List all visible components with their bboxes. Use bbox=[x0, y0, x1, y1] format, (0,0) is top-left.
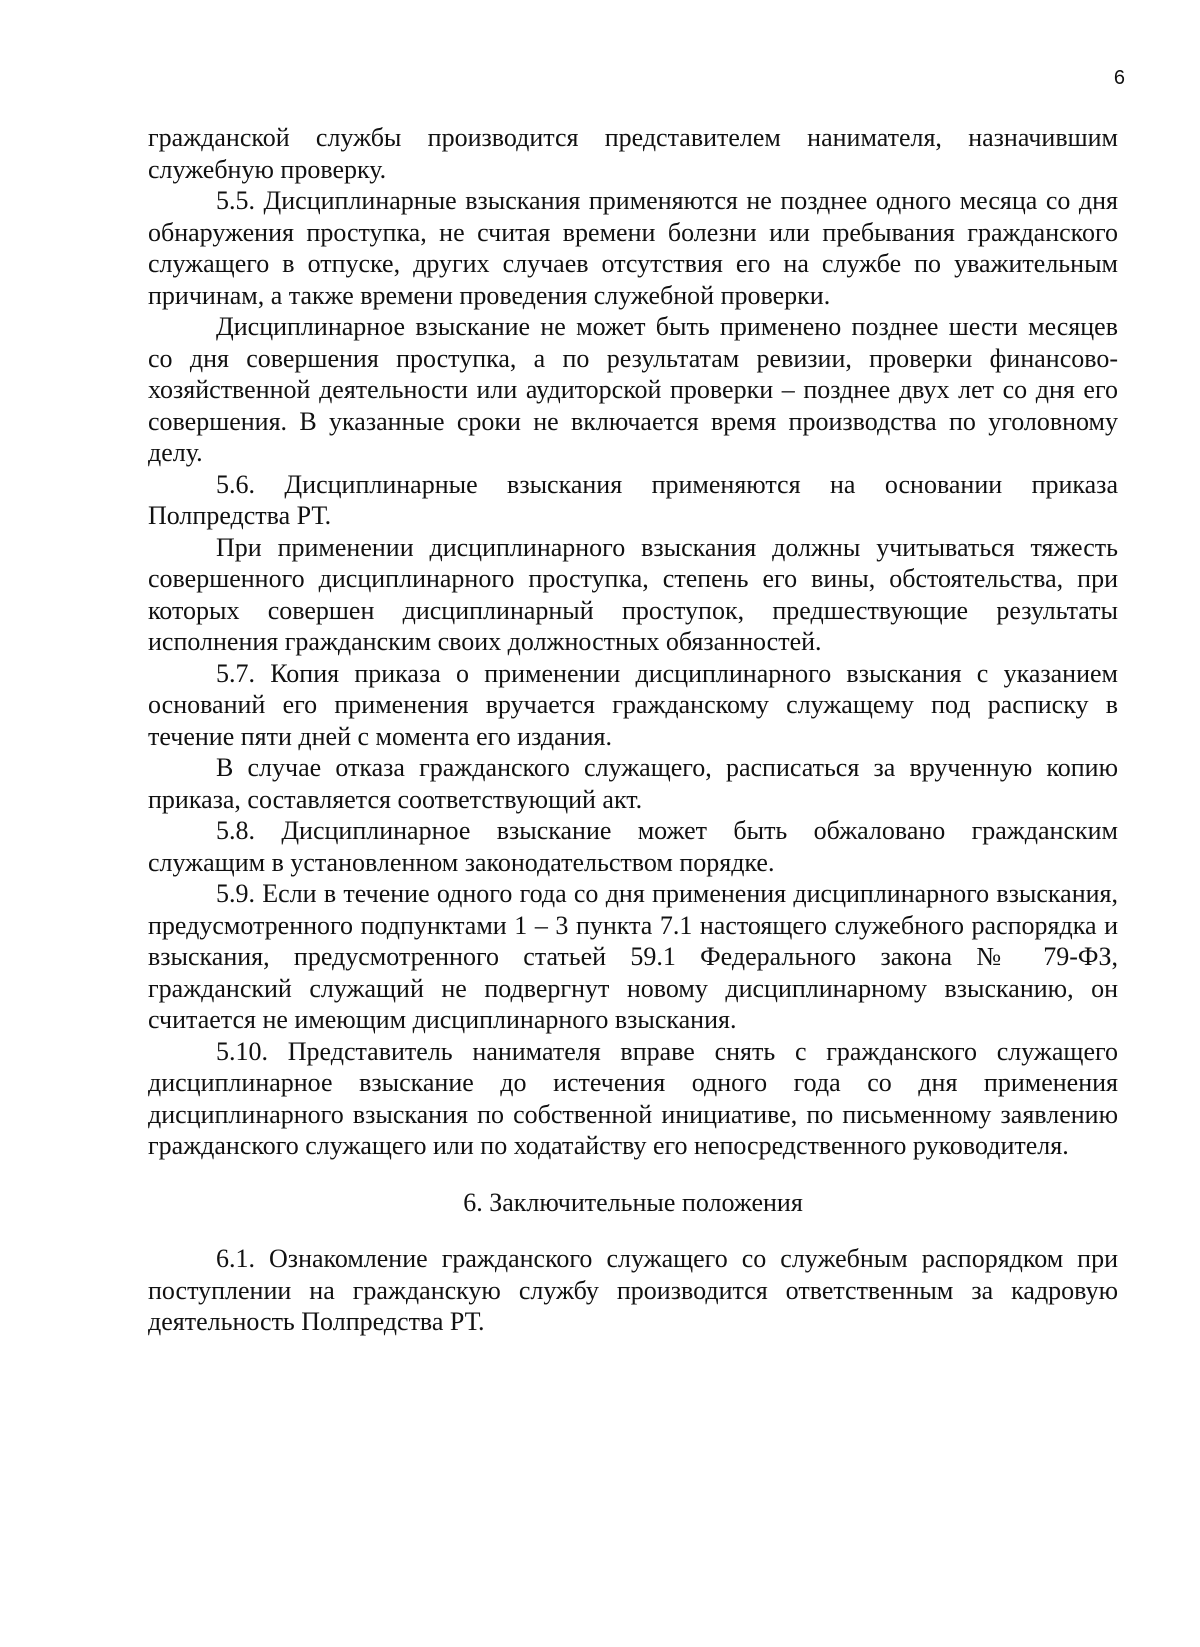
paragraph-5-9: 5.9. Если в течение одного года со дня применения дисциплинарного взыскания, предусмотренного подпунктами 1 – 3 пункта 7.1 настоящего служебного распорядка и взыскания, предусмотренного статьей 59.1 Федерального закона № 79-ФЗ, гражданский служащий не подвергнут новому дисциплинарному взысканию, он считается не имеющим дисциплинарного взыскания. bbox=[148, 879, 1118, 1034]
paragraph-5-6: 5.6. Дисциплинарные взыскания применяются на основании приказа Полпредства РТ. bbox=[148, 469, 1118, 530]
paragraph-5-6-criteria: При применении дисциплинарного взыскания должны учитываться тяжесть совершенного дисциплинарного проступка, степень его вины, обстоятельства, при которых совершен дисциплинарный проступок, предшествующие результаты исполнения гражданским своих должностных обязанностей. bbox=[148, 532, 1118, 656]
paragraph-6-1: 6.1. Ознакомление гражданского служащего со служебным распорядком при поступлении на гражданскую службу производится ответственным за кадровую деятельность Полпредства РТ. bbox=[148, 1244, 1118, 1336]
paragraph-5-7: 5.7. Копия приказа о применении дисциплинарного взыскания с указанием оснований его применения вручается гражданскому служащему под расписку в течение пяти дней с момента его издания. bbox=[148, 658, 1118, 751]
paragraph-5-5-limit: Дисциплинарное взыскание не может быть применено позднее шести месяцев со дня совершения проступка, а по результатам ревизии, проверки финансово-хозяйственной деятельности или аудиторской проверки – позднее двух лет со дня его совершения. В указанные сроки не включается время производства по уголовному делу. bbox=[148, 312, 1118, 467]
section-heading: 6. Заключительные положения bbox=[463, 1187, 803, 1217]
paragraph-5-7-refusal: В случае отказа гражданского служащего, расписаться за врученную копию приказа, составляется соответствующий акт. bbox=[148, 753, 1118, 814]
document-body bbox=[148, 122, 1118, 1338]
paragraph-5-10: 5.10. Представитель нанимателя вправе снять с гражданского служащего дисциплинарное взыскание до истечения одного года со дня применения дисциплинарного взыскания по собственной инициативе, по письменному заявлению гражданского служащего или по ходатайству его непосредственного руководителя. bbox=[148, 1036, 1118, 1160]
paragraph-5-8: 5.8. Дисциплинарное взыскание может быть обжаловано гражданским служащим в установленном законодательством порядке. bbox=[148, 816, 1118, 877]
page-number: 6 bbox=[1113, 67, 1125, 89]
paragraph-continuation: гражданской службы производится представителем нанимателя, назначившим служебную проверку. bbox=[148, 123, 1118, 184]
paragraph-5-5: 5.5. Дисциплинарные взыскания применяются не позднее одного месяца со дня обнаружения проступка, не считая времени болезни или пребывания гражданского служащего в отпуске, других случаев отсутствия его на службе по уважительным причинам, а также времени проведения служебной проверки. bbox=[148, 186, 1118, 310]
